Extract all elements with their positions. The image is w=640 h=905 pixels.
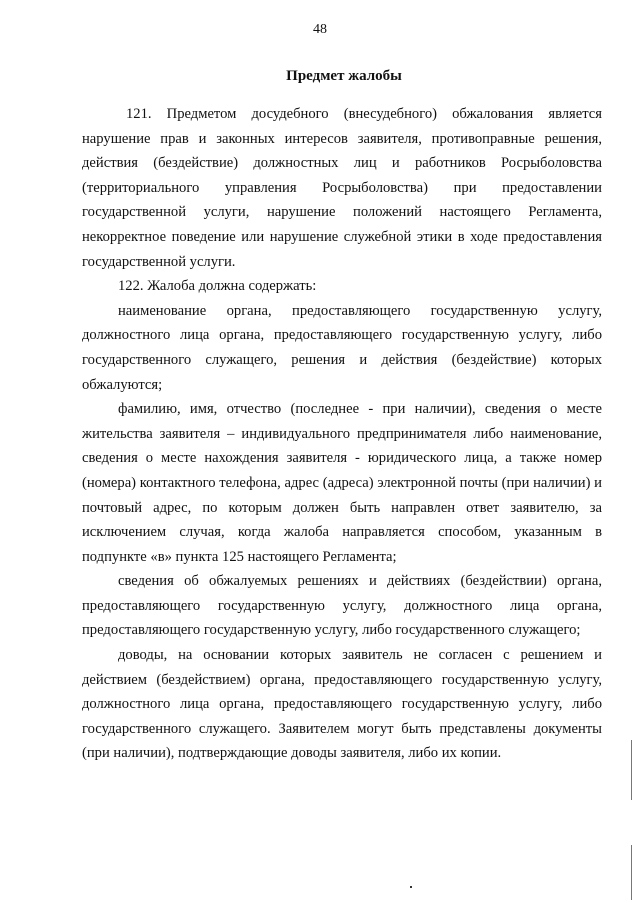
list-item-appealed-decisions: сведения об обжалуемых решениях и действиях (бездействии) органа, предоставляющего государственную услугу, должностного лица органа, предоставляющего государственную услугу, либо государственного служащего; [82, 573, 602, 639]
paragraph-121: 121. Предметом досудебного (внесудебного) обжалования является нарушение прав и законных интересов заявителя, противоправные решения, действия (бездействие) должностных лиц и работников Росрыболовства (территориального управления Росрыболовства) при предоставлении государственной услуги, нарушение положений настоящего Регламента, некорректное поведение или нарушение служебной этики в ходе предоставления государственной услуги. [82, 106, 602, 270]
list-item-organ-name: наименование органа, предоставляющего государственную услугу, должностного лица органа, предоставляющего государственную услугу, либо государственного служащего, решения и действия (бездействие) которых обжалуются; [82, 302, 602, 393]
page-number: 48 [313, 22, 327, 37]
scan-edge-mark-lower [631, 845, 632, 900]
section-title: Предмет жалобы [286, 68, 402, 84]
document-body [82, 102, 602, 766]
scan-dot [410, 886, 412, 888]
paragraph-122: 122. Жалоба должна содержать: [118, 278, 317, 295]
list-item-applicant-details: фамилию, имя, отчество (последнее - при наличии), сведения о месте жительства заявителя – индивидуального предпринимателя либо наименование, сведения о месте нахождения заявителя - юридического лица, а также номер (номера) контактного телефона, адрес (адреса) электронной почты (при наличии) и почтовый адрес, по которым должен быть направлен ответ заявителю, за исключением случая, когда жалоба направляется способом, указанным в подпункте «в» пункта 125 настоящего Регламента; [82, 401, 602, 565]
scan-edge-mark [631, 740, 632, 800]
list-item-arguments: доводы, на основании которых заявитель не согласен с решением и действием (бездействием) органа, предоставляющего государственную услугу, должностного лица органа, предоставляющего государственную услугу, либо государственного служащего. Заявителем могут быть представлены документы (при наличии), подтверждающие доводы заявителя, либо их копии. [82, 647, 602, 762]
